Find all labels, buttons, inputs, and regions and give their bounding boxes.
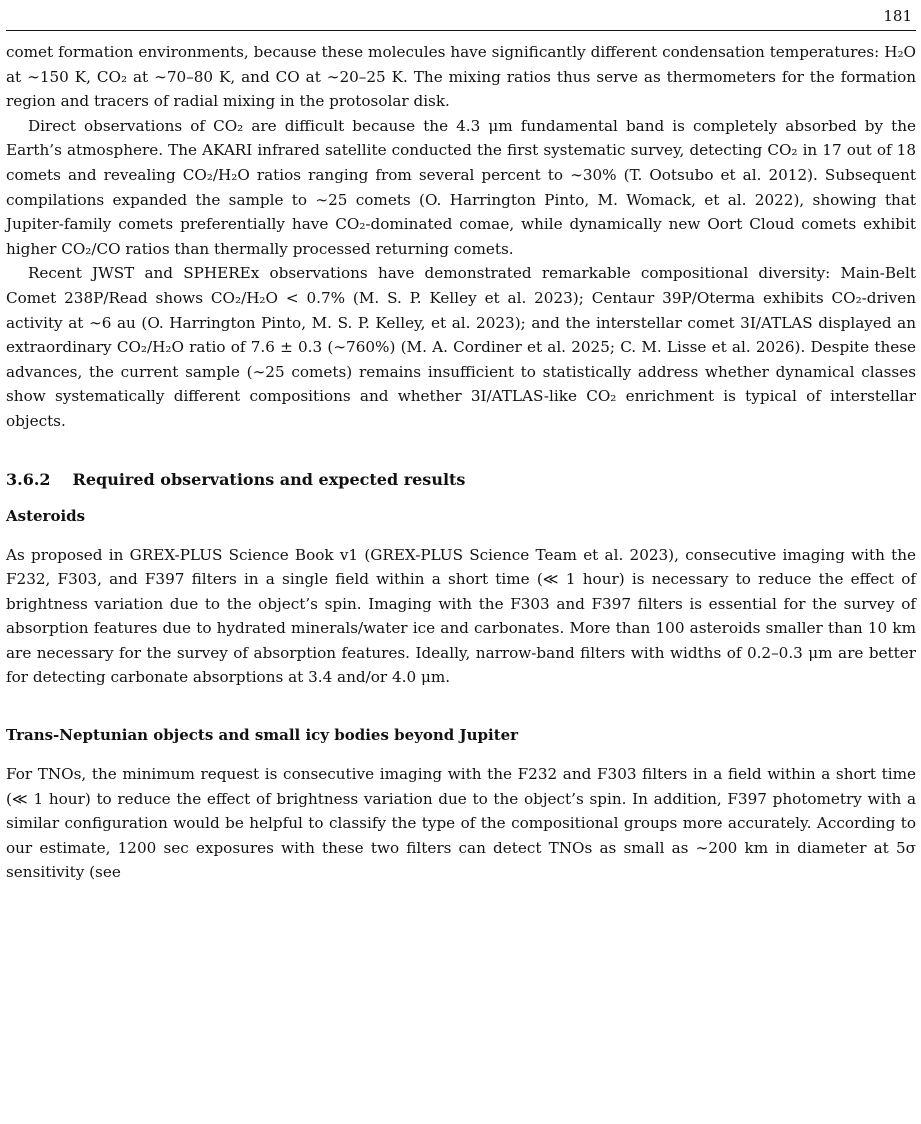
paragraph-tnos: For TNOs, the minimum request is consecutive imaging with the F232 and F303 filters in a field within a short time (≪ 1 hour) to reduce the effect of brightness variation due to the object’s spin. In addition, F397 photometry with a similar configuration would be helpful to classify the type of the compositional groups more accurately. According to our estimate, 1200 sec exposures with these two filters can detect TNOs as small as ∼200 km in diameter at 5σ sensitivity (see xyxy=(6,765,916,882)
section-title: Required observations and expected results xyxy=(72,469,466,489)
page-number: 181 xyxy=(883,7,912,25)
section-heading xyxy=(6,470,916,489)
page xyxy=(6,0,916,1124)
paragraph-co2-observations: Direct observations of CO₂ are difficult because the 4.3 μm fundamental band is completely absorbed by the Earth’s atmosphere. The AKARI infrared satellite conducted the first systematic survey, detecting CO₂ in 17 out of 18 comets and revealing CO₂/H₂O ratios ranging from several percent to ∼30% (T. Ootsubo et al. 2012). Subsequent compilations expanded the sample to ∼25 comets (O. Harrington Pinto, M. Womack, et al. 2022), showing that Jupiter-family comets preferentially have CO₂-dominated comae, while dynamically new Oort Cloud comets exhibit higher CO₂/CO ratios than thermally processed returning comets. xyxy=(6,116,916,258)
body-text xyxy=(6,40,916,885)
subsection-heading-asteroids: Asteroids xyxy=(6,506,86,525)
paragraph-jwst-spherex: Recent JWST and SPHEREx observations have demonstrated remarkable compositional diversity: Main-Belt Comet 238P/Read shows CO₂/H₂O < 0.7% (M. S. P. Kelley et al. 2023); Centaur 39P/Oterma exhibits CO₂-driven activity at ∼6 au (O. Harrington Pinto, M. S. P. Kelley, et al. 2023); and the interstellar comet 3I/ATLAS displayed an extraordinary CO₂/H₂O ratio of 7.6 ± 0.3 (∼760%) (M. A. Cordiner et al. 2025; C. M. Lisse et al. 2026). Despite these advances, the current sample (∼25 comets) remains insufficient to statistically address whether dynamical classes show systematically different compositions and whether 3I/ATLAS-like CO₂ enrichment is typical of interstellar objects. xyxy=(6,264,916,430)
section-number: 3.6.2 xyxy=(6,469,51,489)
running-header xyxy=(6,6,916,31)
paragraph-condensation: comet formation environments, because these molecules have significantly different condensation temperatures: H₂O at ∼150 K, CO₂ at ∼70–80 K, and CO at ∼20–25 K. The mixing ratios thus serve as thermometers for the formation region and tracers of radial mixing in the protosolar disk. xyxy=(6,43,916,111)
paragraph-asteroids: As proposed in GREX-PLUS Science Book v1 (GREX-PLUS Science Team et al. 2023), consecutive imaging with the F232, F303, and F397 filters in a single field within a short time (≪ 1 hour) is necessary to reduce the effect of brightness variation due to the object’s spin. Imaging with the F303 and F397 filters is essential for the survey of absorption features due to hydrated minerals/water ice and carbonates. More than 100 asteroids smaller than 10 km are necessary for the survey of absorption features. Ideally, narrow-band filters with widths of 0.2–0.3 μm are better for detecting carbonate absorptions at 3.4 and/or 4.0 μm. xyxy=(6,545,916,687)
subsection-heading-tnos: Trans-Neptunian objects and small icy bodies beyond Jupiter xyxy=(6,726,519,745)
